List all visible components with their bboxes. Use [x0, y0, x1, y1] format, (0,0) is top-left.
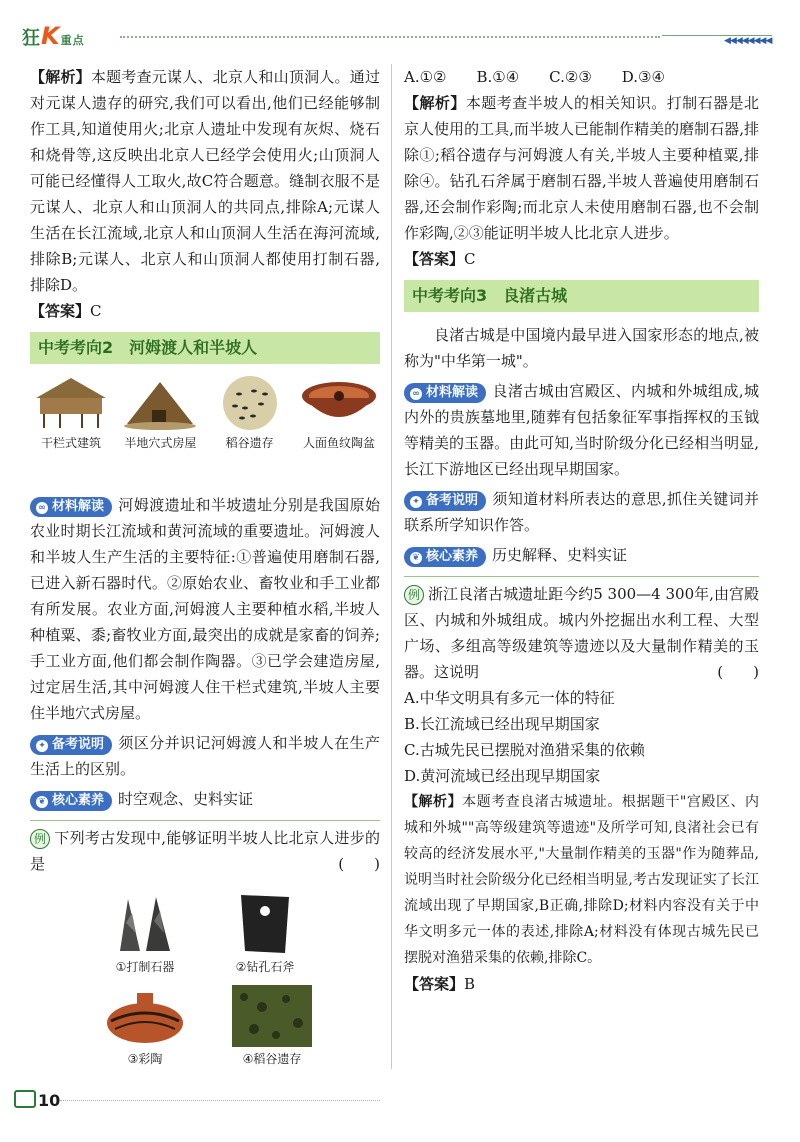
question-figures	[30, 881, 380, 1071]
material-reading: ∞ 材料解读 良渚古城由宫殿区、内城和外城组成,城内外的贵族墓地里,随葬有包括象征军事指挥权的玉钺等精美的玉器。由此可知,当时阶级分化已经相当明显,长江下游地区已经出现早期国家。	[404, 382, 759, 478]
prep-note: ✦ 备考说明 须知道材料所表达的意思,抓住关键词并联系所学知识作答。	[404, 490, 759, 534]
page-number: 10	[14, 1090, 60, 1110]
choice-c: C.古城先民已摆脱对渔猎采集的依赖	[404, 741, 645, 759]
figure-rice-remains: ④稻谷遗存	[222, 985, 322, 1067]
header-dotted-rule	[120, 36, 660, 38]
rice-grains-icon	[209, 374, 291, 432]
figure-drilled-axe: ②钻孔石斧	[220, 893, 310, 975]
book-icon	[14, 1090, 36, 1108]
question-options: A.①② B.①④ C.②③ D.③④	[404, 68, 665, 86]
material-reading: ∞ 材料解读 河姆渡遗址和半坡遗址分别是我国原始农业时期长江流域和黄河流域的重要遗址。河姆渡人和半坡人生产生活的主要特征:①普遍使用磨制石器,已进入新石器时代。②原始农业、畜牧业和手工业都有所发展。农业方面,河姆渡人主要种植水稻,半坡人种植粟、黍;畜牧业方面,最突出的成就是家畜的饲养;手工业方面,他们都会制作陶器。③已学会建造房屋,过定居生活,其中河姆渡人住干栏式建筑,半坡人主要住半地穴式房屋。	[30, 496, 380, 722]
analysis-paragraph: 【解析】本题考查半坡人的相关知识。打制石器是北京人使用的工具,而半坡人已能制作精美的磨制石器,排除①;稻谷遗存与河姆渡人有关,半坡人主要种植粟,排除④。钻孔石斧属于磨制石器,半坡人普遍使用磨制石器,还会制作彩陶;而北京人未使用磨制石器,也不会制作彩陶,②③能证明半坡人比北京人进步。	[404, 94, 759, 242]
leaf-icon: ❦	[410, 552, 422, 564]
example-icon: 例	[404, 585, 424, 605]
figure-painted-pottery: ③彩陶	[90, 985, 200, 1067]
artifact-picture-row	[30, 374, 380, 484]
material-badge: ∞ 材料解读	[30, 497, 112, 517]
painted-basin-picture: 人面鱼纹陶盆	[298, 374, 380, 484]
core-badge: ❦ 核心素养	[30, 791, 112, 811]
answer-line: 【答案】C	[404, 250, 476, 268]
choice-a: A.中华文明具有多元一体的特征	[404, 689, 615, 707]
link-icon: ∞	[36, 502, 48, 514]
example-icon: 例	[30, 829, 50, 849]
prep-badge: ✦ 备考说明	[404, 491, 486, 511]
prep-badge: ✦ 备考说明	[30, 735, 112, 755]
material-badge: ∞ 材料解读	[404, 383, 486, 403]
leaf-icon: ❦	[36, 796, 48, 808]
chipped-stone-icon	[110, 893, 180, 955]
header-arrows-icon: ◀◀◀◀◀◀◀◀	[724, 36, 772, 46]
choice-d: D.黄河流域已经出现早期国家	[404, 767, 601, 785]
rice-remains-icon	[232, 985, 312, 1047]
column-divider	[391, 64, 392, 1069]
example-question: 例 浙江良渚古城遗址距今约5 300—4 300年,由宫殿区、内城和外城组成。城内外挖掘出水利工程、大型广场、多组高等级建筑等遗迹以及大量制作精美的玉器。这说明 ( )	[404, 585, 759, 681]
link-icon: ∞	[410, 388, 422, 400]
example-separator	[404, 576, 759, 577]
stilt-house-icon	[30, 374, 112, 432]
pit-house-picture: 半地穴式房屋	[119, 374, 201, 484]
example-question: 例 下列考古发现中,能够证明半坡人比北京人进步的是 ( )	[30, 829, 380, 873]
analysis-paragraph: 【解析】本题考查元谋人、北京人和山顶洞人。通过对元谋人遗存的研究,我们可以看出,他们已经能够制作工具,知道使用火;北京人遗址中发现有灰烬、烧石和烧骨等,这反映出北京人已经学会使用火;山顶洞人可能已经懂得人工取火,故C符合题意。缝制衣服不是元谋人、北京人和山顶洞人的共同点,排除A;元谋人生活在长江流域,北京人和山顶洞人生活在海河流域,排除B;元谋人、北京人和山顶洞人都使用打制石器,排除D。	[30, 68, 380, 294]
rice-remains-picture: 稻谷遗存	[209, 374, 291, 484]
pottery-basin-icon	[298, 374, 380, 432]
core-literacy: ❦ 核心素养 时空观念、史料实证	[30, 786, 380, 812]
bulb-icon: ✦	[410, 496, 422, 508]
right-column	[404, 60, 759, 997]
choice-b: B.长江流域已经出现早期国家	[404, 715, 600, 733]
answer-line: 【答案】C	[30, 302, 102, 320]
brand-logo: 狂K重点	[22, 22, 85, 50]
stone-axe-icon	[233, 893, 297, 955]
core-badge: ❦ 核心素养	[404, 547, 486, 567]
liangzhu-intro: 良渚古城是中国境内最早进入国家形态的地点,被称为"中华第一城"。	[404, 326, 759, 370]
prep-note: ✦ 备考说明 须区分并识记河姆渡人和半坡人在生产生活上的区别。	[30, 734, 380, 778]
painted-pottery-icon	[97, 985, 193, 1047]
example-separator	[30, 820, 380, 821]
footer-rule	[60, 1100, 380, 1101]
analysis-paragraph: 【解析】本题考查良渚古城遗址。根据题干"宫殿区、内城和外城""高等级建筑等遗迹"及所学可知,良渚社会已有较高的经济发展水平,"大量制作精美的玉器"作为随葬品,说明当时社会阶级分化已经相当明显,考古发现证实了长江流域出现了早期国家,B正确,排除D;材料内容没有关于中华文明多元一体的表述,排除A;材料没有体现古城先民已摆脱对渔猎采集的依赖,排除C。	[404, 794, 759, 966]
page-header	[0, 0, 800, 60]
left-column	[30, 60, 380, 1071]
core-literacy: ❦ 核心素养 历史解释、史料实证	[404, 542, 759, 568]
stilt-house-picture: 干栏式建筑	[30, 374, 112, 484]
figure-chipped-stone: ①打制石器	[100, 893, 190, 975]
section-title-liangzhu: 中考考向3 良渚古城	[404, 280, 759, 312]
bulb-icon: ✦	[36, 740, 48, 752]
section-title-hemudu: 中考考向2 河姆渡人和半坡人	[30, 332, 380, 364]
answer-line: 【答案】B	[404, 975, 476, 993]
pit-house-icon	[119, 374, 201, 432]
